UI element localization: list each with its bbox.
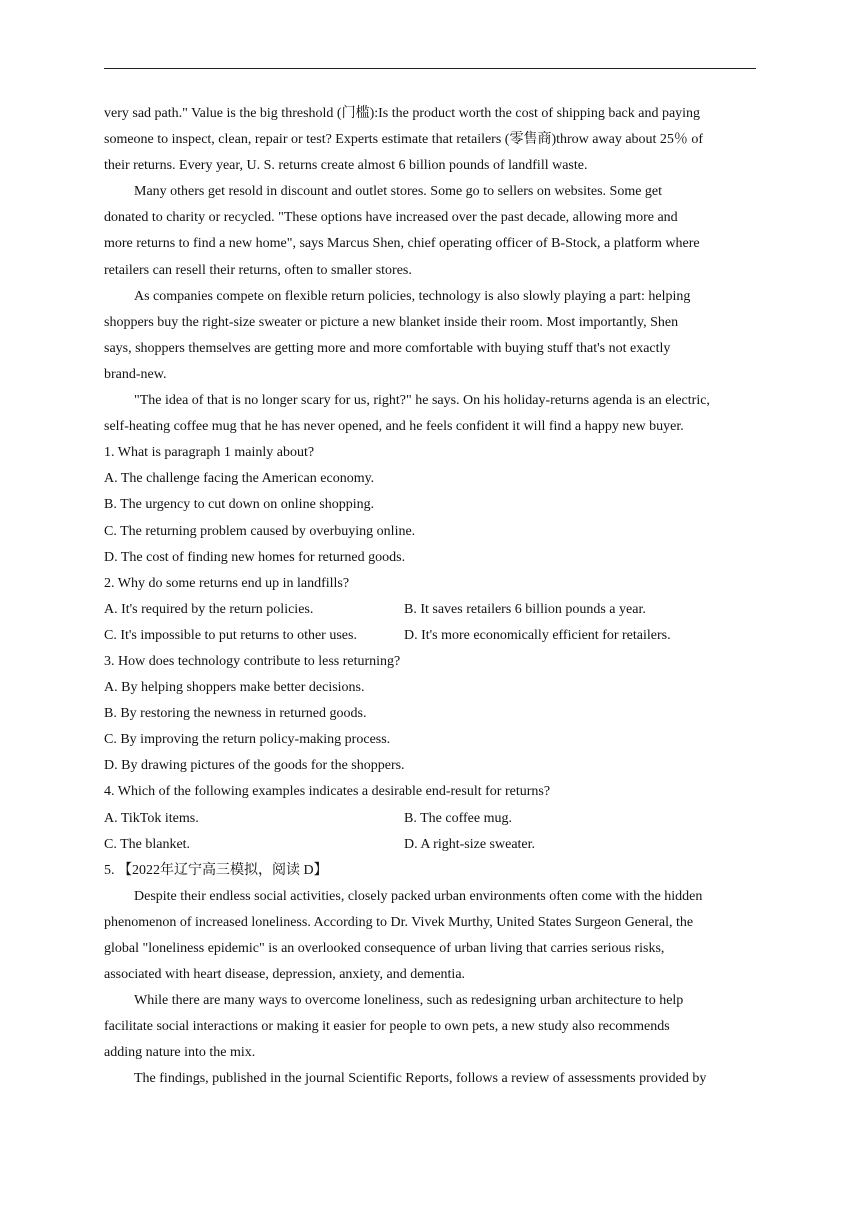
- option: D. A right-size sweater.: [404, 836, 536, 852]
- option: A. It's required by the return policies.: [104, 601, 314, 617]
- text-line: Despite their endless social activities, closely packed urban environments often come with the hidden: [134, 888, 703, 904]
- option: A. By helping shoppers make better decisions.: [104, 680, 365, 696]
- option-row: [104, 623, 764, 649]
- page-content: [104, 101, 764, 1093]
- text-line: retailers can resell their returns, often to smaller stores.: [104, 262, 412, 278]
- text-line: self-heating coffee mug that he has never opened, and he feels confident it will find a happy new buyer.: [104, 419, 684, 435]
- text-line: "The idea of that is no longer scary for us, right?" he says. On his holiday-returns agenda is an electric,: [134, 393, 710, 409]
- text-line: As companies compete on flexible return policies, technology is also slowly playing a part: helping: [134, 288, 691, 304]
- option: D. It's more economically efficient for retailers.: [404, 627, 671, 643]
- text-line: associated with heart disease, depression, anxiety, and dementia.: [104, 967, 466, 983]
- option: B. The urgency to cut down on online shopping.: [104, 497, 375, 513]
- option: A. TikTok items.: [104, 810, 199, 826]
- option: A. The challenge facing the American economy.: [104, 471, 375, 487]
- question-stem: 3. How does technology contribute to less returning?: [104, 653, 401, 669]
- option: C. By improving the return policy-making process.: [104, 732, 391, 748]
- option: D. By drawing pictures of the goods for the shoppers.: [104, 758, 405, 774]
- text-line: The findings, published in the journal Scientific Reports, follows a review of assessments provided by: [134, 1071, 707, 1087]
- text-line: someone to inspect, clean, repair or test? Experts estimate that retailers (零售商)throw away about 25％ of: [104, 132, 704, 148]
- option: C. The blanket.: [104, 836, 191, 852]
- text-line: shoppers buy the right-size sweater or picture a new blanket inside their room. Most importantly, Shen: [104, 314, 679, 330]
- text-line: donated to charity or recycled. "These options have increased over the past decade, allowing more and: [104, 210, 678, 226]
- text-line: Many others get resold in discount and outlet stores. Some go to sellers on websites. Some get: [134, 184, 663, 200]
- text-line: their returns. Every year, U. S. returns create almost 6 billion pounds of landfill waste.: [104, 158, 588, 174]
- text-line: says, shoppers themselves are getting more and more comfortable with buying stuff that's not exactly: [104, 340, 671, 356]
- section-header: 5. 【2022年辽宁高三模拟，阅读 D】: [104, 862, 328, 878]
- option: C. It's impossible to put returns to other uses.: [104, 627, 357, 643]
- text-line: facilitate social interactions or making it easier for people to own pets, a new study also recommends: [104, 1019, 670, 1035]
- text-line: phenomenon of increased loneliness. According to Dr. Vivek Murthy, United States Surgeon General, the: [104, 914, 694, 930]
- option: D. The cost of finding new homes for returned goods.: [104, 549, 406, 565]
- option: B. By restoring the newness in returned goods.: [104, 706, 367, 722]
- question-stem: 2. Why do some returns end up in landfills?: [104, 575, 350, 591]
- text-line: adding nature into the mix.: [104, 1045, 256, 1061]
- text-line: brand-new.: [104, 366, 167, 382]
- option: B. It saves retailers 6 billion pounds a year.: [404, 601, 646, 617]
- header-rule: [104, 68, 756, 69]
- option-row: [104, 597, 764, 623]
- question-stem: 4. Which of the following examples indicates a desirable end-result for returns?: [104, 784, 551, 800]
- question-stem: 1. What is paragraph 1 mainly about?: [104, 445, 315, 461]
- option: B. The coffee mug.: [404, 810, 512, 826]
- option-row: [104, 806, 764, 832]
- text-line: global "loneliness epidemic" is an overlooked consequence of urban living that carries serious risks,: [104, 941, 665, 956]
- option-row: [104, 832, 764, 858]
- text-line: more returns to find a new home", says Marcus Shen, chief operating officer of B-Stock, a platform where: [104, 236, 700, 252]
- text-line: very sad path." Value is the big threshold (门槛):Is the product worth the cost of shipping back and paying: [104, 106, 701, 121]
- text-line: While there are many ways to overcome loneliness, such as redesigning urban architecture to help: [134, 993, 684, 1009]
- option: C. The returning problem caused by overbuying online.: [104, 523, 416, 539]
